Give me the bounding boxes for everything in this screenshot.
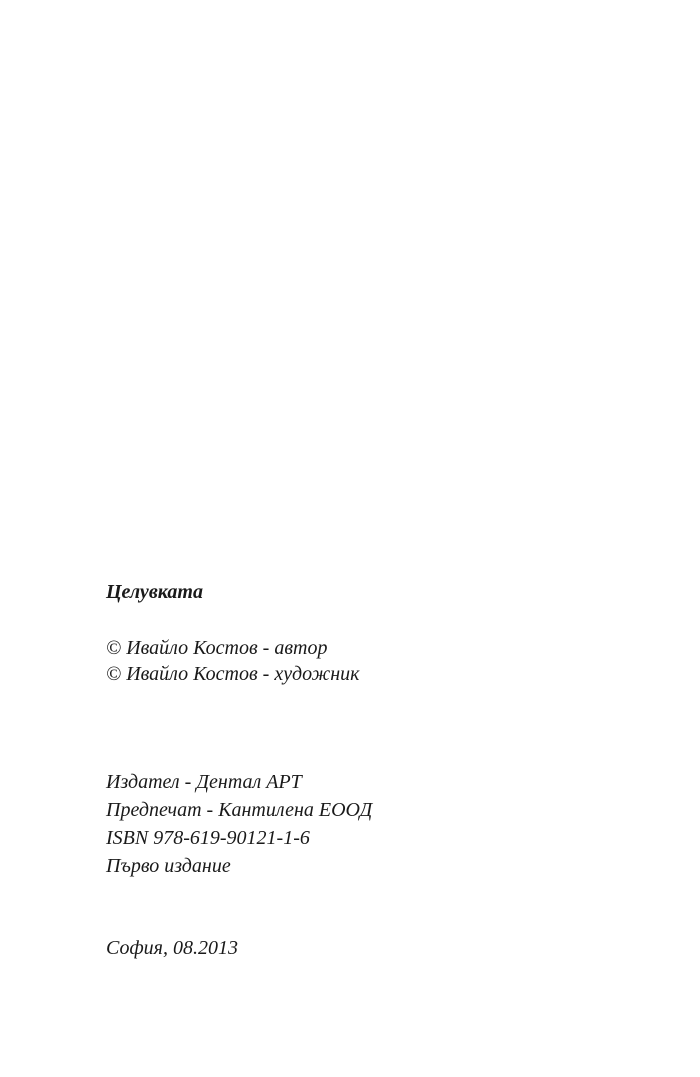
edition-line: Първо издание [106, 855, 231, 877]
book-title: Целувката [106, 581, 203, 603]
place-date-line: София, 08.2013 [106, 937, 238, 959]
copyright-author: © Ивайло Костов - автор [106, 637, 328, 659]
copyright-artist: © Ивайло Костов - художник [106, 663, 360, 685]
publisher-line: Издател - Дентал АРТ [106, 771, 302, 793]
prepress-line: Предпечат - Кантилена ЕООД [106, 799, 373, 821]
isbn-line: ISBN 978-619-90121-1-6 [106, 827, 310, 849]
